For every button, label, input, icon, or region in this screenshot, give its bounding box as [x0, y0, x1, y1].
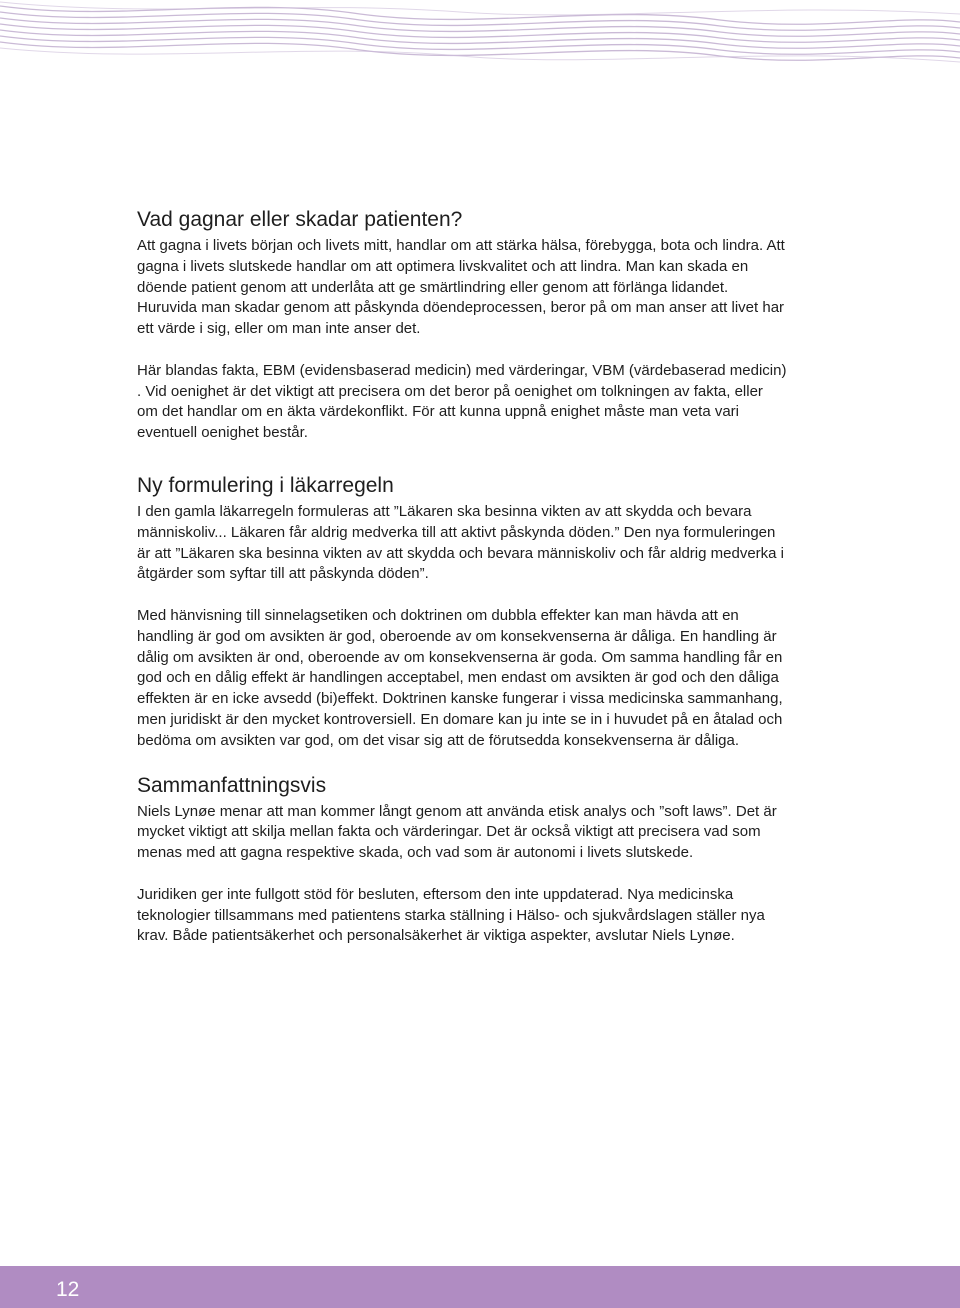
- paragraph: Här blandas fakta, EBM (evidensbaserad medicin) med värderingar, VBM (värdebaserad medicin) . Vid oenighet är det viktigt att precisera om det beror på oenighet om tolkningen av fakta, eller om det handlar om en äkta värdekonflikt. För att kunna uppnå enighet måste man veta vari eventuell oenighet består.: [137, 361, 787, 442]
- paragraph: Juridiken ger inte fullgott stöd för besluten, eftersom den inte uppdaterad. Nya medicinska teknologier tillsammans med patientens starka ställning i Hälso- och sjukvårdslagen ställer nya krav. Både patientsäkerhet och personalsäkerhet är viktiga aspekter, avslutar Niels Lynøe.: [137, 885, 765, 945]
- paragraph: Niels Lynøe menar att man kommer långt genom att använda etisk analys och ”soft laws”. Det är mycket viktigt att skilja mellan fakta och värderingar. Det är också viktigt att precisera vad som menas med att gagna respektive skada, och vad som är autonomi i livets slutskede.: [137, 802, 777, 862]
- paragraph: Att gagna i livets början och livets mitt, handlar om att stärka hälsa, förebygga, bota och lindra. Att gagna i livets slutskede handlar om att optimera livskvalitet och att lindra. Man kan skada en döende patient genom att underlåta att ge smärtlindring eller genom att förlänga lidandet. Huruvida man skadar genom att påskynda döendeprocessen, beror på om man anser att livet har ett värde i sig, eller om man inte anser det.: [137, 237, 785, 338]
- footer-bar: [0, 1266, 960, 1308]
- page-number: 12: [56, 1278, 80, 1301]
- wavy-lines-decoration-icon: [0, 0, 960, 80]
- section-ny-formulering: [137, 472, 787, 752]
- paragraph: I den gamla läkarregeln formuleras att ”Läkaren ska besinna vikten av att skydda och bevara människoliv... Läkaren får aldrig medverka till att aktivt påskynda döden.” Den nya formuleringen är att ”Läkaren ska besinna vikten av att skydda och bevara människoliv och får aldrig medverka i åtgärder som syftar till att påskynda döden”.: [137, 502, 784, 583]
- section-heading: Vad gagnar eller skadar patienten?: [137, 208, 463, 231]
- section-vad-gagnar: [137, 206, 787, 444]
- section-sammanfattningsvis: [137, 772, 787, 948]
- article-body: [137, 206, 787, 947]
- paragraph: Med hänvisning till sinnelagsetiken och doktrinen om dubbla effekter kan man hävda att en handling är god om avsikten är god, oberoende av om konsekvenserna är dåliga. En handling är dålig om avsikten är ond, oberoende av om konsekvenserna är goda. Om samma handling får en god och en dålig effekt är handlingen acceptabel, men endast om avsikten är god och den dåliga effekten är en icke avsedd (bi)effekt. Doktrinen kanske fungerar i vissa medicinska sammanhang, men juridiskt är den mycket kontroversiell. En domare kan ju inte se in i huvudet på en åtalad och bedöma om avsikten var god, om det visar sig att de förutsedda konsekvenserna är dåliga.: [137, 606, 783, 749]
- section-heading: Ny formulering i läkarregeln: [137, 473, 394, 497]
- section-heading: Sammanfattningsvis: [137, 773, 327, 797]
